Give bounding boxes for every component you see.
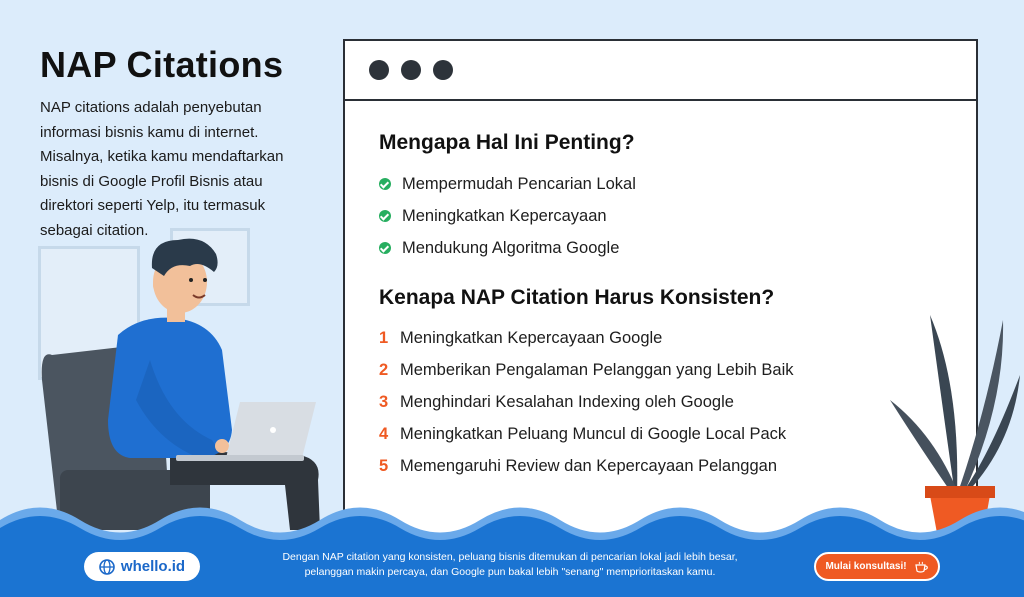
footer-message <box>250 550 770 580</box>
whello-logo[interactable] <box>84 552 200 581</box>
section-heading-why: Mengapa Hal Ini Penting? <box>379 131 635 154</box>
check-icon <box>379 242 391 254</box>
reason-list <box>379 322 794 482</box>
intro-text: NAP citations adalah penyebutan informasi bisnis kamu di internet. Misalnya, ketika kamu mendaftarkan bisnis di Google Profil Bisnis atau direktori seperti Yelp, itu termasuk sebagai citation. <box>40 99 284 239</box>
list-item-text: Meningkatkan Kepercayaan <box>402 206 607 225</box>
list-item-text: Menghindari Kesalahan Indexing oleh Google <box>400 392 734 411</box>
list-item <box>379 168 636 200</box>
list-item <box>379 386 794 418</box>
list-number: 4 <box>379 424 389 443</box>
list-number: 3 <box>379 392 389 411</box>
list-item <box>379 322 794 354</box>
list-number: 1 <box>379 328 389 347</box>
card-divider <box>345 99 976 101</box>
footer-line-1: Dengan NAP citation yang konsisten, peluang bisnis ditemukan di pencarian lokal jadi lebih besar, <box>282 551 738 563</box>
content-card <box>343 39 978 559</box>
window-dot-icon <box>369 60 389 80</box>
globe-icon <box>99 559 115 575</box>
list-item-text: Meningkatkan Peluang Muncul di Google Local Pack <box>400 424 787 443</box>
list-item <box>379 200 636 232</box>
window-dot-icon <box>433 60 453 80</box>
section-heading-consistency: Kenapa NAP Citation Harus Konsisten? <box>379 286 775 309</box>
list-item <box>379 354 794 386</box>
list-item-text: Memberikan Pengalaman Pelanggan yang Lebih Baik <box>400 360 794 379</box>
person-illustration <box>0 0 360 540</box>
list-item <box>379 450 794 482</box>
list-number: 5 <box>379 456 389 475</box>
footer-line-2: pelanggan makin percaya, dan Google pun bakal lebih "senang" memprioritaskan kamu. <box>304 566 716 578</box>
check-icon <box>379 210 391 222</box>
window-dot-icon <box>401 60 421 80</box>
coffee-cup-icon <box>915 561 929 573</box>
cta-label: Mulai konsultasi! <box>825 561 907 572</box>
check-icon <box>379 178 391 190</box>
logo-text: whello.id <box>120 558 186 575</box>
list-item <box>379 232 636 264</box>
benefit-list <box>379 168 636 264</box>
list-item-text: Memengaruhi Review dan Kepercayaan Pelanggan <box>400 456 777 475</box>
list-item-text: Meningkatkan Kepercayaan Google <box>400 328 663 347</box>
list-number: 2 <box>379 360 389 379</box>
list-item <box>379 418 794 450</box>
cta-button[interactable] <box>814 552 940 581</box>
list-item-text: Mendukung Algoritma Google <box>402 238 620 257</box>
window-dots <box>369 60 453 80</box>
list-item-text: Mempermudah Pencarian Lokal <box>402 174 636 193</box>
page-title: NAP Citations <box>40 44 284 85</box>
